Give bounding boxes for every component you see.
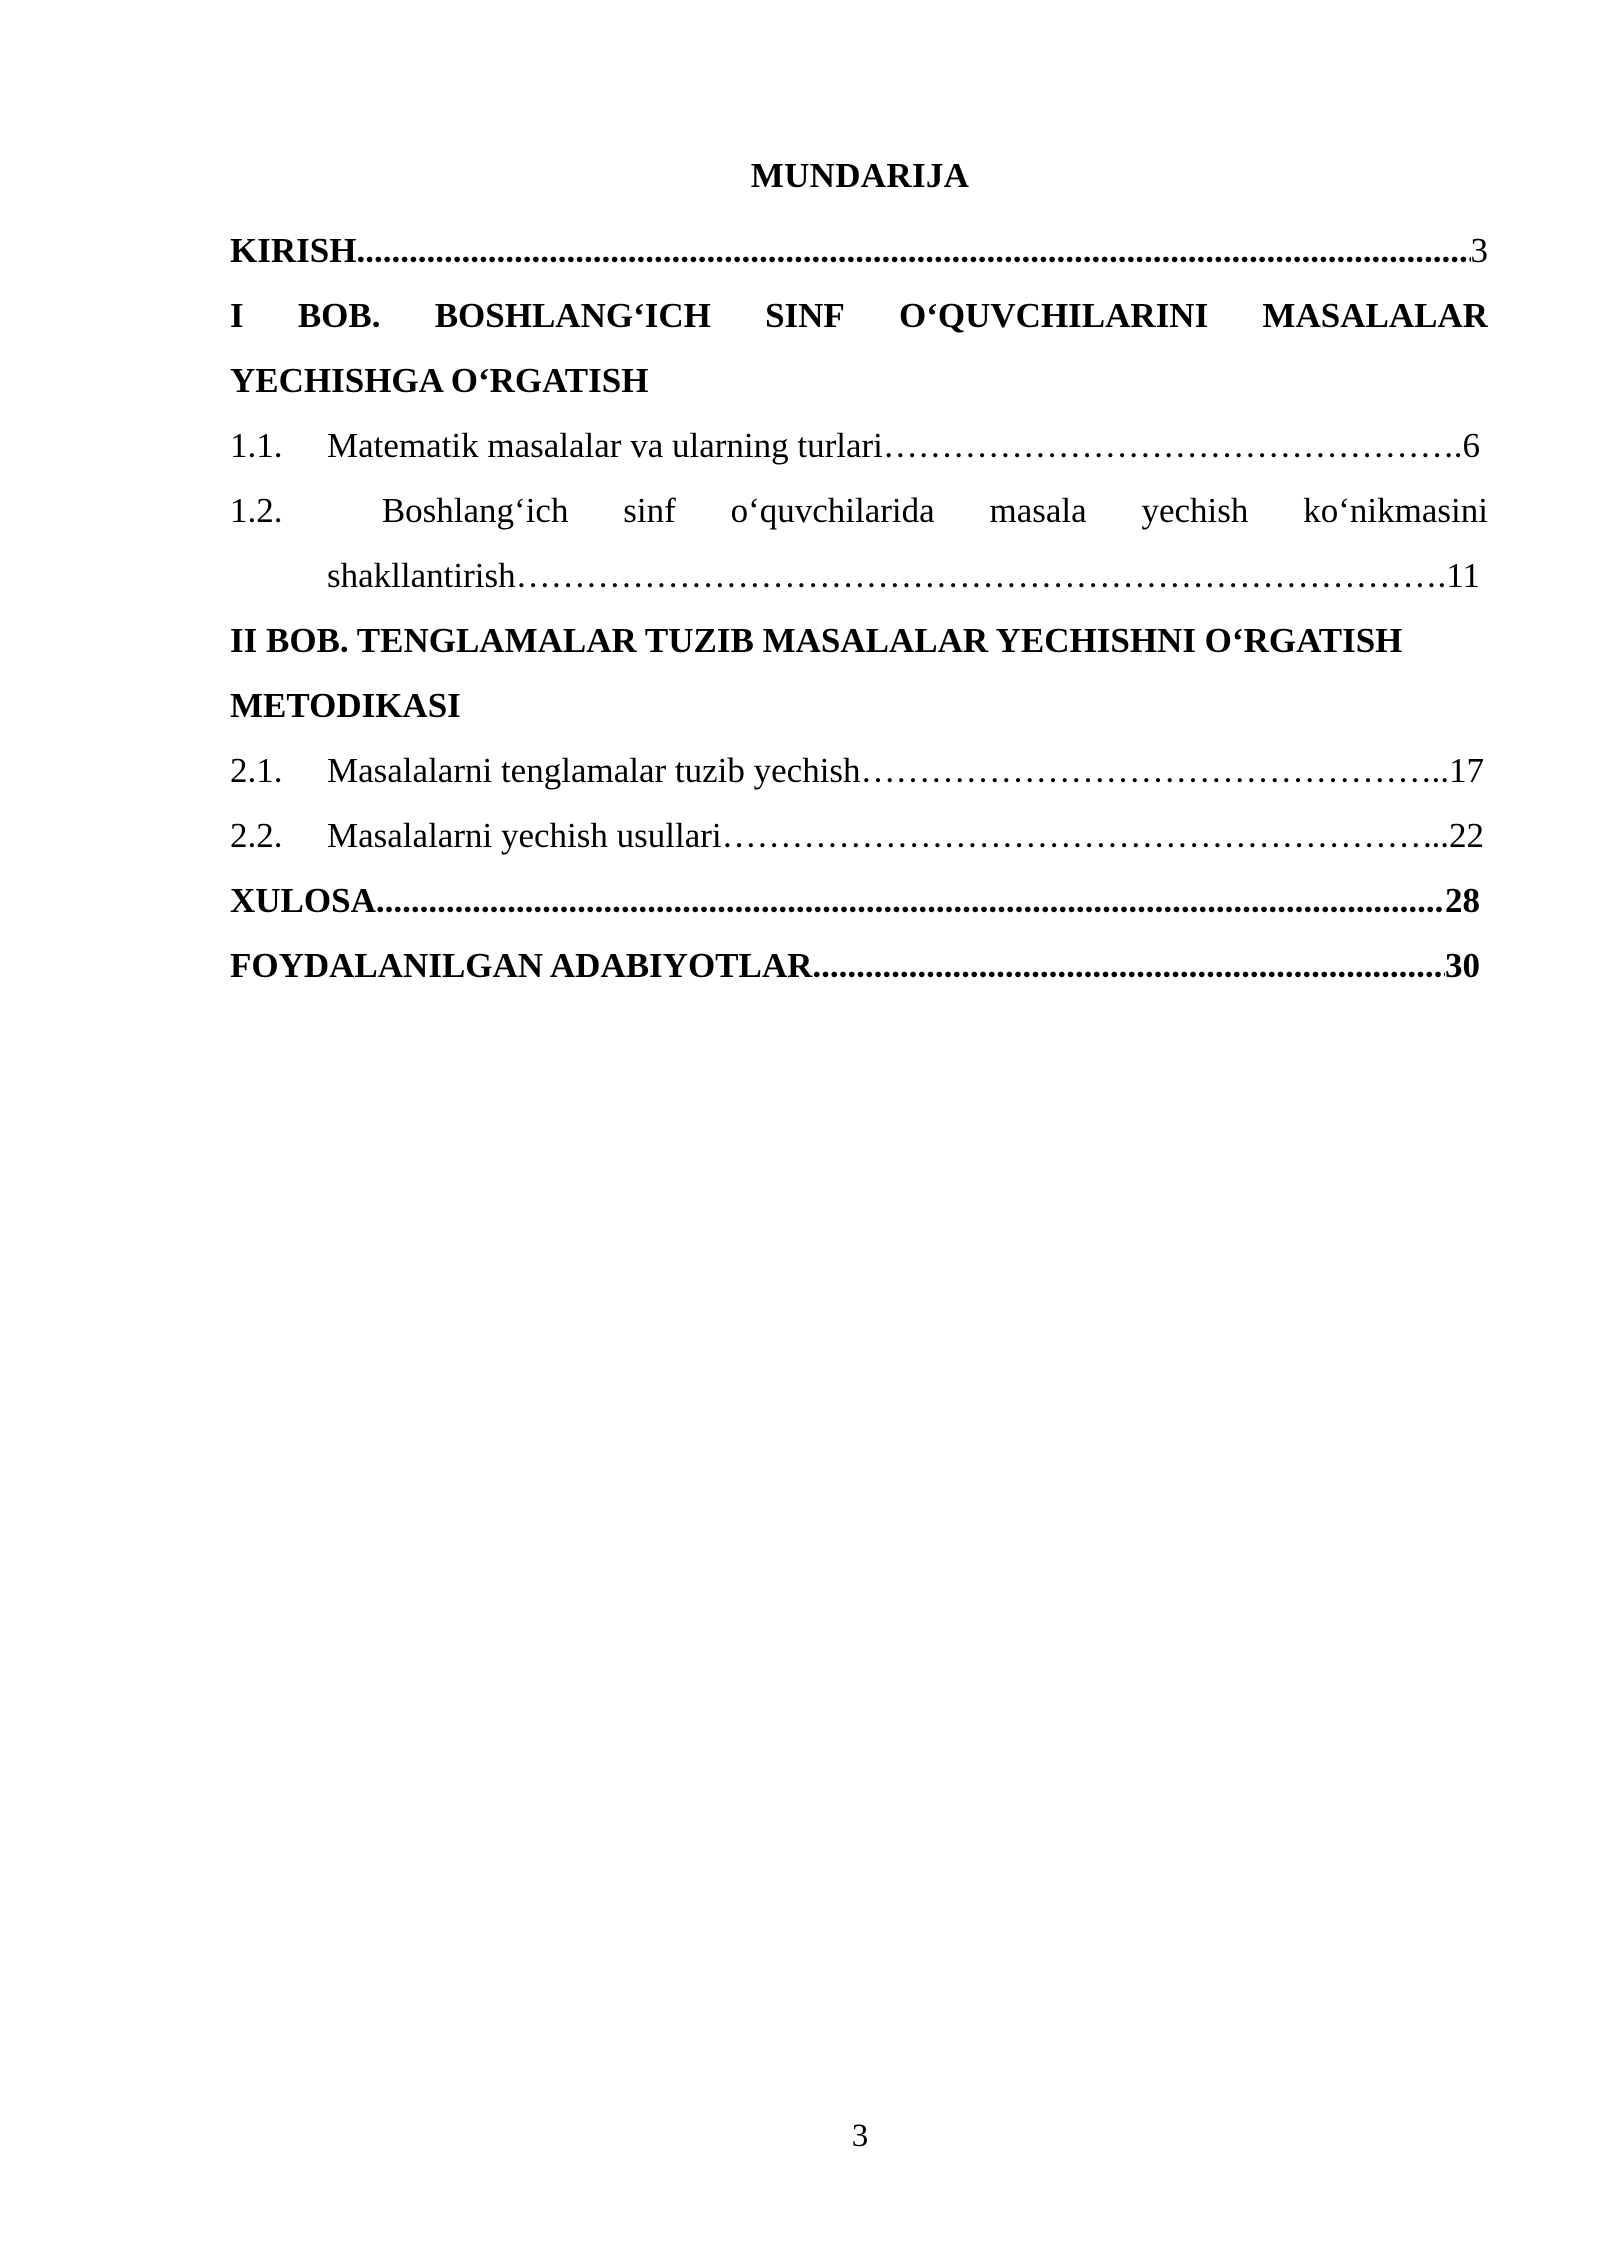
toc-word: Boshlang‘ich (381, 490, 569, 530)
toc-entry-label: KIRISH (230, 230, 357, 270)
toc-entry-kirish[interactable] (230, 218, 1488, 283)
toc-entry-page: .6 (1453, 425, 1480, 465)
toc-entry-page: 3 (1470, 230, 1488, 270)
toc-entry-page: ..17 (1431, 750, 1484, 790)
toc-entry-label: II BOB. TENGLAMALAR TUZIB MASALALAR YECHISHNI O‘RGATISH (230, 620, 1403, 660)
dot-leader (812, 946, 1445, 986)
toc-entry-label: Masalalarni tenglamalar tuzib yechish (327, 750, 861, 790)
toc-entry-label: FOYDALANILGAN ADABIYOTLAR (230, 945, 813, 985)
toc-entry-page: .11 (1437, 555, 1480, 595)
toc-entry-page: ..22 (1431, 815, 1484, 855)
toc-title: MUNDARIJA (750, 156, 970, 195)
toc-word: BOB. (297, 295, 381, 335)
section-number: 2.1. (230, 750, 283, 790)
page-number: 3 (851, 2118, 869, 2154)
toc-entry-label: shakllantirish (327, 555, 516, 595)
section-number: 2.2. (230, 815, 283, 855)
toc-word: masala (989, 490, 1087, 530)
dot-leader (722, 816, 1432, 856)
toc-entry-section-1-1[interactable] (230, 413, 1488, 478)
section-number: 1.2. (230, 490, 283, 530)
toc-word: MASALALAR (1262, 295, 1488, 335)
toc-entry-chapter-2-line-2[interactable] (230, 673, 1488, 738)
toc-word: yechish (1141, 490, 1249, 530)
toc-entry-label: XULOSA (230, 880, 376, 920)
toc-entry-chapter-1-line-1[interactable] (230, 283, 1488, 348)
dot-leader (883, 426, 1454, 466)
toc-entry-section-1-2-line-1[interactable] (230, 478, 1488, 543)
toc-entry-section-2-2[interactable] (230, 803, 1488, 868)
toc-entry-xulosa[interactable] (230, 868, 1488, 933)
dot-leader (376, 881, 1445, 921)
toc-entry-label: Masalalarni yechish usullari (327, 815, 722, 855)
toc-entry-label: YECHISHGA O‘RGATISH (230, 360, 649, 400)
toc-entry-page: 28 (1445, 880, 1480, 920)
table-of-contents (230, 218, 1488, 998)
toc-word: SINF (765, 295, 845, 335)
section-number: 1.1. (230, 425, 283, 465)
toc-entry-section-2-1[interactable] (230, 738, 1488, 803)
dot-leader (356, 231, 1470, 271)
toc-word: ko‘nikmasini (1303, 490, 1488, 530)
toc-entry-chapter-1-line-2[interactable] (230, 348, 1488, 413)
toc-entry-page: 30 (1445, 945, 1480, 985)
toc-entry-chapter-2-line-1[interactable] (230, 608, 1488, 673)
toc-entry-adabiyotlar[interactable] (230, 933, 1488, 998)
toc-word: I (230, 295, 244, 335)
toc-entry-label: Matematik masalalar va ularning turlari (327, 425, 883, 465)
toc-word: BOSHLANG‘ICH (434, 295, 711, 335)
toc-word: O‘QUVCHILARINI (899, 295, 1209, 335)
toc-entry-label: METODIKASI (230, 685, 461, 725)
toc-entry-section-1-2-line-2[interactable] (230, 543, 1488, 608)
toc-word: o‘quvchilarida (730, 490, 935, 530)
dot-leader (861, 751, 1432, 791)
toc-word: sinf (623, 490, 676, 530)
dot-leader (516, 556, 1438, 596)
